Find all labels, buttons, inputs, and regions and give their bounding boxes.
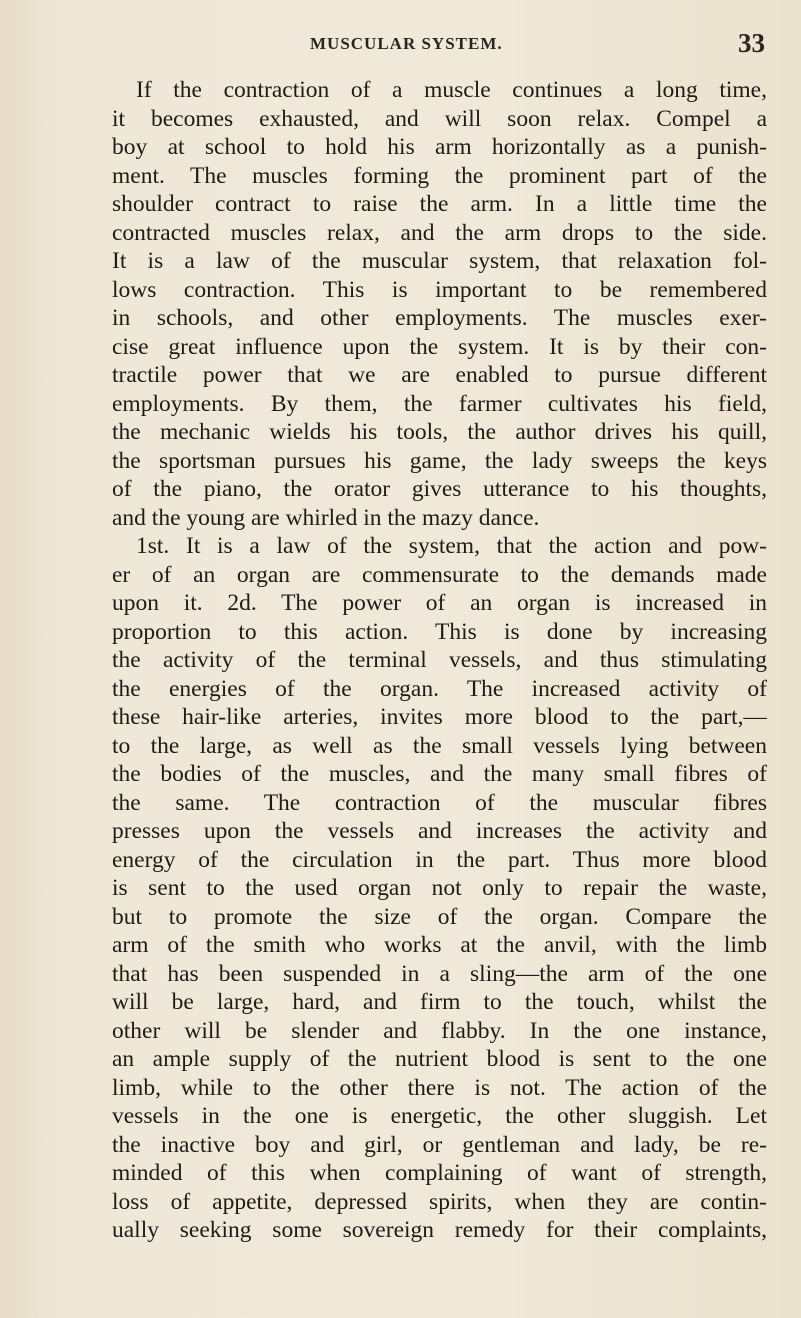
text-line: ment. The muscles forming the prominent part of the <box>112 162 767 189</box>
text-line: vessels in the one is energetic, the other sluggish. Let <box>112 1103 767 1129</box>
text-line: the sportsman pursues his game, the lady sweeps the keys <box>112 447 767 474</box>
text-line: presses upon the vessels and increases the activity and <box>112 818 767 844</box>
text-line: will be large, hard, and firm to the touch, whilst the <box>112 989 767 1015</box>
text-line: arm of the smith who works at the anvil, with the limb <box>112 932 767 958</box>
text-line: lows contraction. This is important to be remembered <box>112 276 767 303</box>
text-line: boy at school to hold his arm horizontally as a punish- <box>112 134 767 160</box>
text-line: of the piano, the orator gives utterance to his thoughts, <box>112 476 767 502</box>
text-line: contracted muscles relax, and the arm drops to the side. <box>112 219 767 246</box>
page-number: 33 <box>738 28 765 58</box>
text-line: minded of this when complaining of want of strength, <box>112 1160 767 1186</box>
text-line: employments. By them, the farmer cultivates his field, <box>112 390 767 417</box>
text-line: an ample supply of the nutrient blood is sent to the one <box>112 1046 767 1072</box>
text-line: it becomes exhausted, and will soon relax. Compel a <box>112 105 767 132</box>
text-line: other will be slender and flabby. In the one instance, <box>112 1017 767 1044</box>
text-line: the activity of the terminal vessels, and thus stimulating <box>112 647 767 673</box>
text-line: ually seeking some sovereign remedy for their complaints, <box>112 1217 767 1243</box>
text-line: in schools, and other employments. The muscles exer- <box>112 305 767 331</box>
text-line: er of an organ are commensurate to the demands made <box>112 561 767 588</box>
text-line: the inactive boy and girl, or gentleman and lady, be re- <box>112 1131 767 1158</box>
text-line: that has been suspended in a sling—the arm of the one <box>112 960 767 987</box>
text-line: loss of appetite, depressed spirits, when they are contin- <box>112 1188 767 1215</box>
text-line: but to promote the size of the organ. Compare the <box>112 903 767 930</box>
text-line: energy of the circulation in the part. Thus more blood <box>112 846 767 873</box>
text-line: tractile power that we are enabled to pursue different <box>112 362 767 388</box>
text-line: limb, while to the other there is not. The action of the <box>112 1074 767 1101</box>
text-line: and the young are whirled in the mazy dance. <box>112 504 540 531</box>
text-line: proportion to this action. This is done by increasing <box>112 618 767 645</box>
text-line: to the large, as well as the small vessels lying between <box>112 732 767 759</box>
text-line: the bodies of the muscles, and the many small fibres of <box>112 761 767 787</box>
text-line: is sent to the used organ not only to repair the waste, <box>112 875 767 901</box>
text-line: the mechanic wields his tools, the author drives his quill, <box>112 419 767 445</box>
text-line: It is a law of the muscular system, that relaxation fol- <box>112 248 767 274</box>
running-head <box>60 28 780 58</box>
text-line: 1st. It is a law of the system, that the action and pow- <box>136 533 767 559</box>
text-line: upon it. 2d. The power of an organ is increased in <box>112 590 767 616</box>
running-head-title: MUSCULAR SYSTEM. <box>310 34 503 53</box>
text-line: these hair-like arteries, invites more blood to the part,— <box>112 704 767 730</box>
text-line: If the contraction of a muscle continues a long time, <box>136 77 767 103</box>
text-line: the energies of the organ. The increased activity of <box>112 675 767 702</box>
text-line: shoulder contract to raise the arm. In a little time the <box>112 191 767 217</box>
text-line: the same. The contraction of the muscular fibres <box>112 789 767 816</box>
body-text <box>112 76 767 1245</box>
text-line: cise great influence upon the system. It is by their con- <box>112 333 767 360</box>
